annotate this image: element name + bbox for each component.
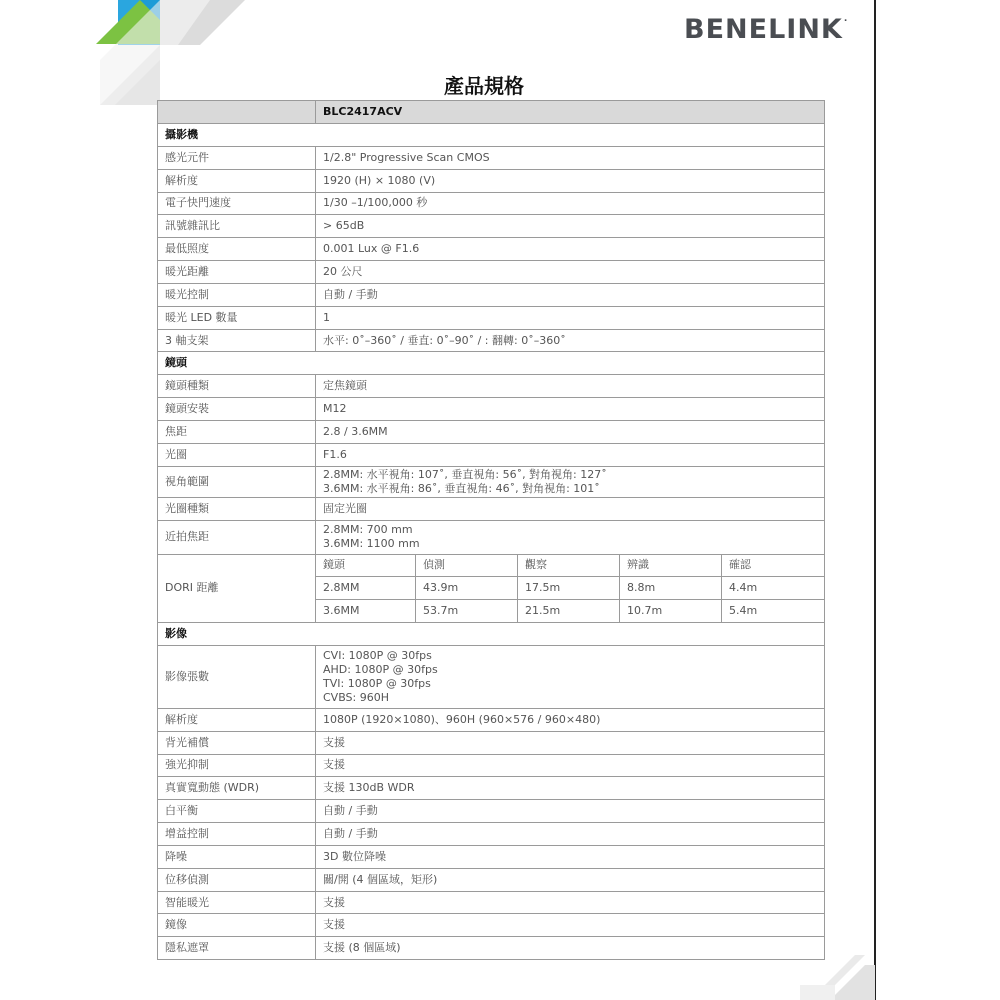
model-number: BLC2417ACV: [316, 101, 825, 124]
spec-value: 1920 (H) × 1080 (V): [316, 169, 825, 192]
spec-value: 水平: 0˚–360˚ / 垂直: 0˚–90˚ / : 翻轉: 0˚–360˚: [316, 329, 825, 352]
dori-cell: 5.4m: [722, 600, 825, 623]
section-row: [158, 352, 825, 375]
table-row: [158, 169, 825, 192]
section-row: [158, 623, 825, 646]
table-row: [158, 375, 825, 398]
spec-label: 3 軸支架: [158, 329, 316, 352]
spec-label: 焦距: [158, 420, 316, 443]
dori-cell: 43.9m: [416, 577, 518, 600]
section-title-lens: 鏡頭: [158, 352, 825, 375]
table-row: [158, 306, 825, 329]
spec-value: 固定光圈: [316, 497, 825, 520]
spec-label: DORI 距離: [158, 554, 316, 623]
table-row: [158, 398, 825, 421]
spec-label: 強光抑制: [158, 754, 316, 777]
spec-label: 鏡像: [158, 914, 316, 937]
dori-cell: 53.7m: [416, 600, 518, 623]
dori-header-cell: 確認: [722, 554, 825, 577]
spec-value: 支援 130dB WDR: [316, 777, 825, 800]
spec-value: 自動 / 手動: [316, 823, 825, 846]
dori-cell: 8.8m: [620, 577, 722, 600]
spec-value: 支援: [316, 731, 825, 754]
table-row: [158, 823, 825, 846]
section-row: [158, 124, 825, 147]
table-row: [158, 146, 825, 169]
frame-rate-line: TVI: 1080P @ 30fps: [323, 676, 431, 690]
angle-line-3.6mm: 3.6MM: 水平視角: 86˚, 垂直視角: 46˚, 對角視角: 101˚: [323, 481, 600, 495]
spec-label: 鏡頭種類: [158, 375, 316, 398]
spec-value: 3D 數位降噪: [316, 845, 825, 868]
section-title-image: 影像: [158, 623, 825, 646]
table-row: [158, 937, 825, 960]
spec-label: 暖光 LED 數量: [158, 306, 316, 329]
table-row: [158, 420, 825, 443]
spec-label: 近拍焦距: [158, 520, 316, 554]
table-row: [158, 891, 825, 914]
dori-header-cell: 觀察: [518, 554, 620, 577]
angle-line-2.8mm: 2.8MM: 水平視角: 107˚, 垂直視角: 56˚, 對角視角: 127˚: [323, 467, 607, 481]
spec-label: 感光元件: [158, 146, 316, 169]
spec-label: 電子快門速度: [158, 192, 316, 215]
spec-label: 白平衡: [158, 800, 316, 823]
table-row: [158, 868, 825, 891]
spec-table: [157, 100, 825, 960]
spec-label: 位移偵測: [158, 868, 316, 891]
dori-header-cell: 偵測: [416, 554, 518, 577]
dori-header-row: [158, 554, 825, 577]
frame-rate-line: CVBS: 960H: [323, 690, 390, 704]
table-row: [158, 754, 825, 777]
dori-cell: 21.5m: [518, 600, 620, 623]
spec-value: 1: [316, 306, 825, 329]
spec-value: 1080P (1920×1080)、960H (960×576 / 960×480): [316, 708, 825, 731]
table-row: [158, 329, 825, 352]
spec-label: 鏡頭安裝: [158, 398, 316, 421]
spec-value: [316, 466, 825, 497]
spec-label: 解析度: [158, 708, 316, 731]
dori-cell: 2.8MM: [316, 577, 416, 600]
page-title: 產品規格: [444, 74, 524, 98]
spec-value: 1/30 –1/100,000 秒: [316, 192, 825, 215]
table-row: [158, 261, 825, 284]
table-row: [158, 731, 825, 754]
spec-label: 暖光距離: [158, 261, 316, 284]
close-focus-line-2: 3.6MM: 1100 mm: [323, 537, 420, 550]
spec-label: 光圈種類: [158, 497, 316, 520]
frame-rate-line: AHD: 1080P @ 30fps: [323, 662, 438, 676]
spec-value: M12: [316, 398, 825, 421]
spec-value: 1/2.8" Progressive Scan CMOS: [316, 146, 825, 169]
dori-header-cell: 鏡頭: [316, 554, 416, 577]
spec-label: 解析度: [158, 169, 316, 192]
spec-label: 光圈: [158, 443, 316, 466]
spec-label: 暖光控制: [158, 283, 316, 306]
table-row: [158, 520, 825, 554]
spec-value: 支援: [316, 891, 825, 914]
spec-value: 0.001 Lux @ F1.6: [316, 238, 825, 261]
benelink-logo: BENELINK.: [684, 14, 849, 45]
close-focus-line-1: 2.8MM: 700 mm: [323, 523, 413, 536]
spec-label: 真實寬動態 (WDR): [158, 777, 316, 800]
spec-label: 降噪: [158, 845, 316, 868]
spec-value: > 65dB: [316, 215, 825, 238]
spec-value: 自動 / 手動: [316, 800, 825, 823]
page-right-border: [874, 0, 876, 1000]
table-row: [158, 914, 825, 937]
spec-value: 支援 (8 個區域): [316, 937, 825, 960]
table-row: [158, 708, 825, 731]
dori-cell: 10.7m: [620, 600, 722, 623]
spec-value: 支援: [316, 754, 825, 777]
table-row: [158, 215, 825, 238]
table-row: [158, 466, 825, 497]
spec-label: 視角範圍: [158, 466, 316, 497]
spec-value: 自動 / 手動: [316, 283, 825, 306]
spec-label: 增益控制: [158, 823, 316, 846]
frame-rate-line: CVI: 1080P @ 30fps: [323, 648, 432, 662]
section-title-camera: 攝影機: [158, 124, 825, 147]
spec-value: 20 公尺: [316, 261, 825, 284]
spec-value: [316, 520, 825, 554]
spec-label: 最低照度: [158, 238, 316, 261]
dori-header-cell: 辨識: [620, 554, 722, 577]
dori-cell: 3.6MM: [316, 600, 416, 623]
dori-cell: 4.4m: [722, 577, 825, 600]
table-row: [158, 283, 825, 306]
table-header-row: [158, 101, 825, 124]
table-row: [158, 845, 825, 868]
spec-label: 隱私遮罩: [158, 937, 316, 960]
spec-value: [316, 645, 825, 708]
table-row: [158, 192, 825, 215]
header-empty-cell: [158, 101, 316, 124]
table-row: [158, 800, 825, 823]
spec-value: 2.8 / 3.6MM: [316, 420, 825, 443]
spec-value: 定焦鏡頭: [316, 375, 825, 398]
spec-label: 訊號雜訊比: [158, 215, 316, 238]
table-row: [158, 497, 825, 520]
table-row: [158, 238, 825, 261]
spec-label: 背光補償: [158, 731, 316, 754]
spec-label: 影像張數: [158, 645, 316, 708]
spec-value: 關/開 (4 個區域，矩形): [316, 868, 825, 891]
table-row: [158, 777, 825, 800]
dori-cell: 17.5m: [518, 577, 620, 600]
table-row: [158, 645, 825, 708]
table-row: [158, 443, 825, 466]
spec-label: 智能暖光: [158, 891, 316, 914]
spec-value: F1.6: [316, 443, 825, 466]
spec-value: 支援: [316, 914, 825, 937]
